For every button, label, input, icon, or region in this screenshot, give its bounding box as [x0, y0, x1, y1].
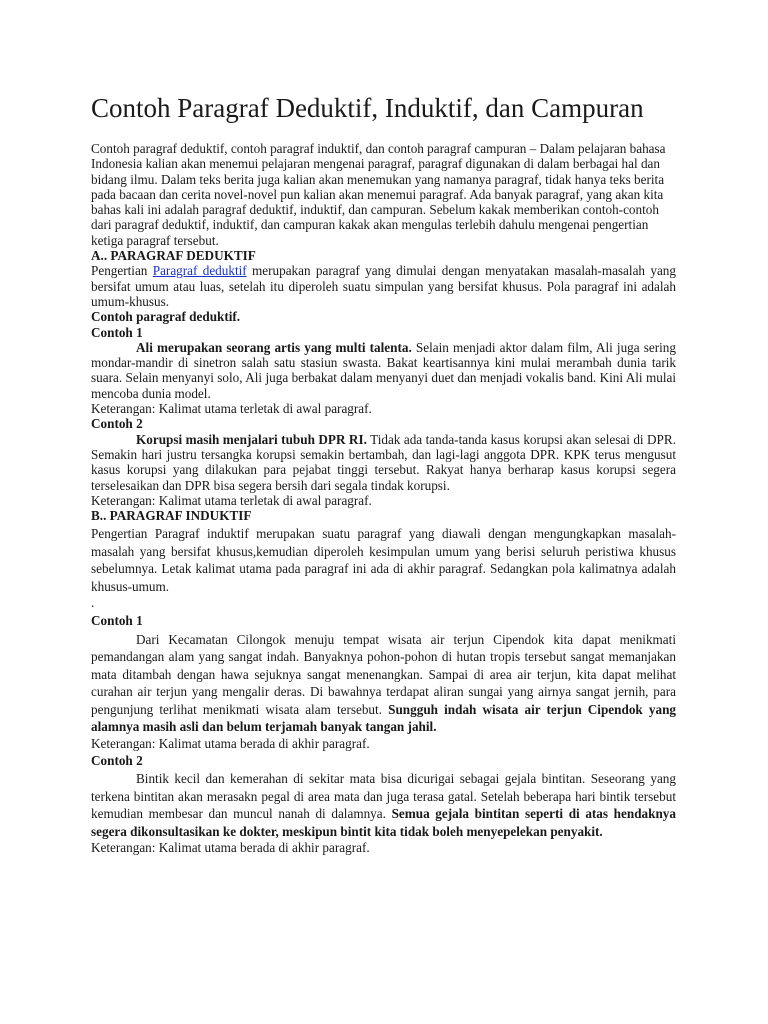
inductive-example-1-text: [91, 631, 676, 736]
supporting-sentences: Selain menjadi aktor dalam film, Ali juga sering mondar-mandir di sinetron salah satu stasiun swasta. Bakat keartisannya kini mulai merambah dunia tarik suara. Selain menyanyi solo, Ali juga berbakat dalam menyanyi duet dan menjadi vokalis band. Kini Ali mulai mencoba dunia model.: [91, 339, 676, 401]
deductive-example-2-label: Contoh 2: [91, 416, 143, 432]
deductive-example-2-text: [91, 432, 676, 493]
inductive-example-2-text: [91, 770, 676, 840]
supporting-sentences: Dari Kecamatan Cilongok menuju tempat wisata air terjun Cipendok kita dapat menikmati pemandangan alam yang sangat indah. Banyaknya pohon-pohon di hutan tropis tersebut sangat memanjakan mata ditambah dengan hawa sejuknya sangat menenangkan. Sampai di area air terjun, kita dapat melihat curahan air terjun yang mengalir deras. Di bawahnya terdapat aliran sungai yang airnya sangat jernih, para pengunjung terlihat menikmati wisata alam tersebut.: [91, 631, 676, 717]
supporting-sentences: Tidak ada tanda-tanda kasus korupsi akan selesai di DPR. Semakin hari justru tersangka korupsi semakin bertambah, dan lagi-lagi anggota DPR. KPK terus mengusut kasus korupsi yang dilakukan para pejabat tinggi tersebut. Rakyat hanya berharap kasus korupsi segera terselesaikan dan DPR bisa segera bersih dari segala tindak korupsi.: [91, 431, 676, 493]
main-sentence: Sungguh indah wisata air terjun Cipendok yang alamnya masih asli dan belum terjamah banyak tangan jahil.: [91, 701, 676, 735]
definition-suffix: merupakan paragraf yang dimulai dengan menyatakan masalah-masalah yang bersifat umum atau luas, setelah itu diperoleh suatu simpulan yang bersifat khusus. Pola paragraf ini adalah umum-khusus.: [91, 263, 676, 309]
page-title: Contoh Paragraf Deduktif, Induktif, dan Campuran: [91, 93, 644, 123]
section-a-heading: A.. PARAGRAF DEDUKTIF: [91, 248, 256, 264]
deductive-example-1-note: Keterangan: Kalimat utama terletak di awal paragraf.: [91, 401, 372, 417]
inductive-example-2-label: Contoh 2: [91, 753, 143, 769]
section-b-definition: Pengertian Paragraf induktif merupakan suatu paragraf yang diawali dengan mengungkapkan masalah-masalah yang bersifat khusus,kemudian diperoleh kesimpulan umum yang berisi seluruh peristiwa khusus sebelumnya. Letak kalimat utama pada paragraf ini ada di akhir paragraf. Sedangkan pola kalimatnya adalah khusus-umum.: [91, 526, 676, 594]
document-content: [91, 92, 676, 856]
definition-prefix: Pengertian: [91, 263, 153, 279]
deductive-example-1-text: [91, 340, 676, 401]
main-sentence: Semua gejala bintitan seperti di atas hendaknya segera dikonsultasikan ke dokter, meskipun bintit kita tidak boleh menyepelekan penyakit.: [91, 806, 676, 839]
inductive-example-2-note: Keterangan: Kalimat utama berada di akhir paragraf.: [91, 840, 370, 856]
section-b-heading: B.. PARAGRAF INDUKTIF: [91, 508, 252, 524]
main-sentence: Korupsi masih menjalari tubuh DPR RI.: [136, 431, 367, 447]
inductive-example-1-note: Keterangan: Kalimat utama berada di akhir paragraf.: [91, 735, 370, 751]
section-a-definition: [91, 263, 676, 309]
paragraf-deduktif-link[interactable]: Paragraf deduktif: [152, 263, 247, 279]
deductive-example-1-label: Contoh 1: [91, 324, 143, 340]
intro-paragraph: Contoh paragraf deduktif, contoh paragraf induktif, dan contoh paragraf campuran – Dalam pelajaran bahasa Indonesia kalian akan menemui pelajaran mengenai paragraf, paragraf digunakan di dalam berbagai hal dan bidang ilmu. Dalam teks berita juga kalian akan menemukan yang namanya paragraf, tidak hanya teks berita pada bacaan dan cerita novel-novel pun kalian akan menemui paragraf. Ada banyak paragraf, yang akan kita bahas kali ini adalah paragraf deduktif, induktif, dan campuran. Sebelum kakak memberikan contoh-contoh dari paragraf deduktif, induktif, dan campuran kakak akan mengulas terlebih dahulu mengenai pengertian ketiga paragraf tersebut.: [91, 141, 666, 248]
supporting-sentences: Bintik kecil dan kemerahan di sekitar mata bisa dicurigai sebagai gejala bintitan. Seseorang yang terkena bintitan akan merasakn pegal di area mata dan juga terasa gatal. Setelah beberapa hari bintik tersebut kemudian membesar dan muncul nanah di dalamnya.: [91, 771, 676, 822]
inductive-example-1-label: Contoh 1: [91, 613, 143, 629]
main-sentence: Ali merupakan seorang artis yang multi talenta.: [136, 339, 412, 355]
deductive-example-2-note: Keterangan: Kalimat utama terletak di awal paragraf.: [91, 492, 372, 508]
deductive-examples-heading: Contoh paragraf deduktif.: [91, 309, 241, 325]
separator-dot: .: [91, 595, 95, 611]
